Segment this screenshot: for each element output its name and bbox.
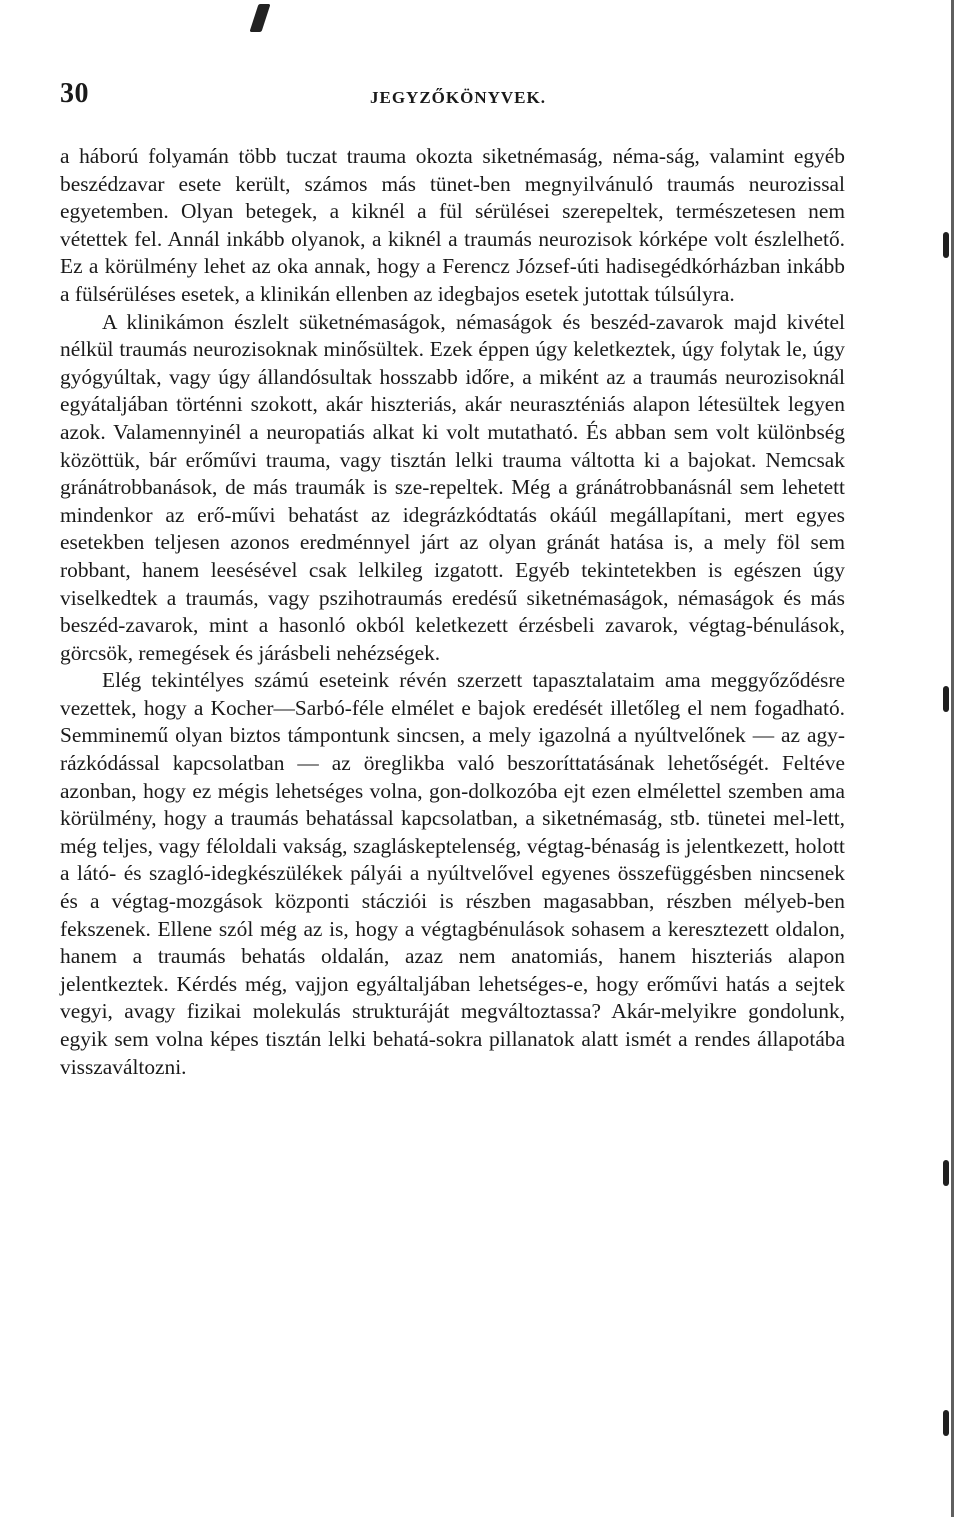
paragraph-1: a háború folyamán több tuczat trauma okozta siketnémaság, néma-ság, valamint egyéb beszédzavar esete került, számos más tünet-ben megnyilvánuló traumás neurozissal egyetemben. Olyan betegek, a kiknél a fül sérülései szerepeltek, természetesen nem vétettek fel. Annál inkább olyanok, a kiknél a traumás neurozisok kórképe volt észlelhető. Ez a körülmény lehet az oka annak, hogy a Ferencz József-úti hadisegédkórházban inkább a fülsérüléses esetek, a klinikán ellenben az idegbajos esetek jutottak túlsúlyra.: [60, 144, 845, 306]
body-text: [60, 143, 845, 1081]
edge-mark: [943, 1160, 949, 1186]
paragraph-3: Elég tekintélyes számú eseteink révén szerzett tapasztalataim ama meggyőződésre vezettek, hogy a Kocher—Sarbó-féle elmélet e bajok eredését illetőleg el nem fogadható. Semminemű olyan biztos támpontunk sincsen, a mely igazolná a nyúltvelőnek — az agy-rázkódással kapcsolatban — az öreglikba való beszoríttatásának lehetőségét. Feltéve azonban, hogy ez mégis lehetséges volna, gon-dolkozóba ejt ezen elmélettel szemben ama körülmény, hogy a traumás behatással kapcsolatban, a siketnémaság, stb. tünetei mel-lett, még teljes, vagy féloldali vakság, szagláskeptelenség, végtag-bénaság is jelentkezett, holott a látó- és szagló-idegkészülékek pályái a nyúltvelővel egyenes összefüggésben nincsenek és a végtag-mozgások központi stácziói is részben magasabban, részben mélyeb-ben fekszenek. Ellene szól még az is, hogy a végtagbénulások sohasem a keresztezett oldalon, hanem a traumás behatás oldalán, azaz nem anatomiás, hanem hiszteriás alapon jelentkeztek. Kérdés még, vajjon egyáltaljában lehetséges-e, hogy erőművi hatás a sejtek vegyi, avagy fizikai molekulás strukturáját megváltoztassa? Akár-melyikre gondolunk, egyik sem volna képes tisztán lelki behatá-sokra pillanatok alatt ismét a rendes állapotába visszaváltozni.: [60, 668, 845, 1079]
edge-mark: [943, 232, 949, 258]
page-edge-rule: [951, 0, 954, 1517]
page-header: [60, 78, 850, 112]
edge-mark: [943, 1410, 949, 1436]
page-number: 30: [60, 78, 89, 109]
ink-blot-mark: [249, 4, 270, 32]
running-head: JEGYZŐKÖNYVEK.: [370, 88, 546, 107]
edge-mark: [943, 686, 949, 712]
paragraph-2: A klinikámon észlelt süketnémaságok, némaságok és beszéd-zavarok majd kivétel nélkül traumás neurozisoknak minősültek. Ezek éppen úgy keletkeztek, úgy folytak le, úgy gyógyúltak, vagy úgy állandósultak hosszabb időre, a miként az a traumás neurozisoknál egyátaljában történni szokott, akár hiszteriás, akár neuraszténiás alapon létesültek legyen azok. Valamennyinél a neuropatiás alkat ki volt mutatható. És abban sem volt különbség közöttük, bár erőművi trauma, vagy tisztán lelki trauma váltotta ki a bajokat. Nemcsak gránátrobbanások, de más traumák is sze-repeltek. Még a gránátrobbanásnál sem lehetett mindenkor az erő-művi behatást az idegrázkódtatás okáúl megállapítani, mert egyes esetekben teljesen azonos eredménnyel járt az olyan gránát hatása is, a mely föl sem robbant, hanem leesésével csak lelkileg izgatott. Egyéb tekintetekben is egészen úgy viselkedtek a traumás, vagy pszihotraumás eredésű siketnémaságok, némaságok és más beszéd-zavarok, mint a hasonló okból keletkezett érzésbeli zavarok, végtag-bénulások, görcsök, remegések és járásbeli nehézségek.: [60, 309, 845, 665]
